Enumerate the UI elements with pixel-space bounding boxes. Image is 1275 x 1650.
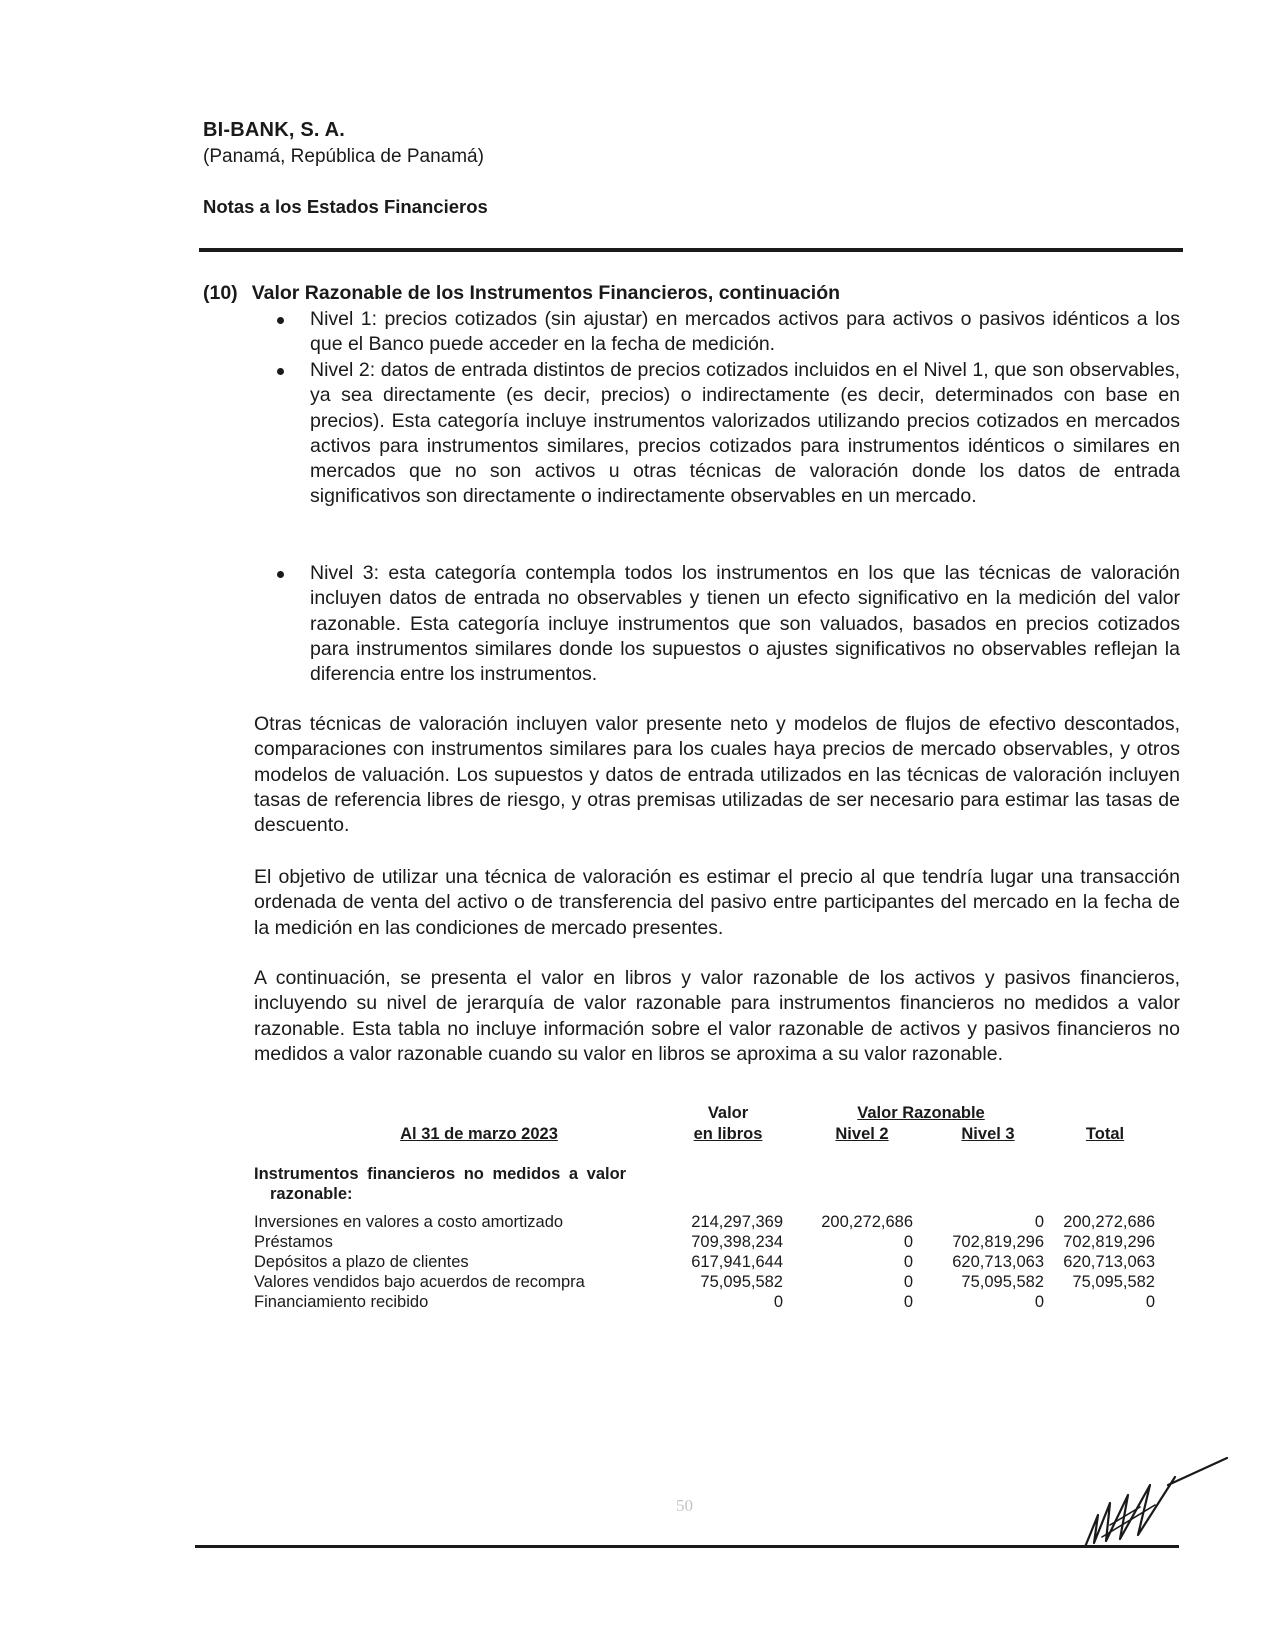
bullet-text: Nivel 2: datos de entrada distintos de precios cotizados incluidos en el Nivel 1, que son observables, ya sea directamente (es decir, precios) o indirectamente (es decir, determinados con base en precios). Esta categoría incluye instrumentos valorizados utilizando precios cotizados en mercados activos para instrumentos similares, precios cotizados para instrumentos idénticos o similares en mercados que no son activos u otras técnicas de valoración donde los datos de entrada significativos son directamente o indirectamente observables en un mercado.	[310, 359, 1180, 508]
cell-libros: 617,941,644	[691, 1253, 783, 1271]
cell-nivel3: 0	[1034, 1293, 1044, 1311]
page-number: 50	[676, 1496, 693, 1515]
bullet-nivel-2	[310, 358, 1180, 510]
company-name: BI-BANK, S. A.	[203, 119, 346, 141]
paragraph-other-techniques: Otras técnicas de valoración incluyen valor presente neto y modelos de flujos de efectivo descontados, comparaciones con instrumentos similares para los cuales haya precios de mercado observables, y otros modelos de valuación. Los supuestos y datos de entrada utilizados en las técnicas de valoración incluyen tasas de referencia libres de riesgo, y otras premisas utilizadas de ser necesario para estimar las tasas de descuento.	[254, 713, 1180, 837]
table-row-label: Inversiones en valores a costo amortizado	[254, 1213, 564, 1231]
bullet-icon	[277, 368, 284, 375]
group-header-label: Valor Razonable	[857, 1104, 985, 1122]
section-heading	[203, 282, 840, 305]
col-header-nivel-3	[938, 1124, 1038, 1144]
col-header-valor-razonable	[843, 1103, 999, 1123]
bullet-icon	[277, 317, 284, 324]
col-header-date	[354, 1124, 604, 1144]
col-header-nivel-2	[812, 1124, 912, 1144]
cell-libros: 75,095,582	[700, 1273, 783, 1291]
col-header-valor: Valor	[707, 1104, 749, 1122]
signature-icon	[1080, 1455, 1230, 1555]
table-section-label-cont: razonable:	[270, 1185, 353, 1203]
cell-total: 620,713,063	[1063, 1253, 1155, 1271]
table-row-label: Valores vendidos bajo acuerdos de recompra	[254, 1273, 585, 1291]
bullet-text: Nivel 3: esta categoría contempla todos los instrumentos en los que las técnicas de valoración incluyen datos de entrada no observables y tienen un efecto significativo en la medición del valor razonable. Esta categoría incluye instrumentos que son valuados, basados en precios cotizados para instrumentos similares donde los supuestos o ajustes significativos no observables reflejan la diferencia entre los instrumentos.	[310, 562, 1180, 686]
company-location: (Panamá, República de Panamá)	[203, 146, 484, 167]
footer-divider	[195, 1545, 1179, 1548]
cell-nivel2: 0	[903, 1293, 913, 1311]
cell-nivel2: 0	[903, 1273, 913, 1291]
date-header-label: Al 31 de marzo 2023	[400, 1125, 558, 1143]
cell-total: 200,272,686	[1063, 1213, 1155, 1231]
bullet-nivel-1	[310, 307, 1180, 358]
cell-nivel3: 75,095,582	[961, 1273, 1044, 1291]
cell-nivel2: 200,272,686	[821, 1213, 913, 1231]
paragraph-table-intro: A continuación, se presenta el valor en libros y valor razonable de los activos y pasivos financieros, incluyendo su nivel de jerarquía de valor razonable para instrumentos financieros no medidos a valor razonable. Esta tabla no incluye información sobre el valor razonable de activos y pasivos financieros no medidos a valor razonable cuando su valor en libros se aproxima a su valor razonable.	[254, 967, 1180, 1065]
cell-libros: 0	[773, 1293, 783, 1311]
section-title: Valor Razonable de los Instrumentos Financieros, continuación	[251, 282, 841, 304]
table-section-label: Instrumentos financieros no medidos a valor	[254, 1165, 627, 1183]
section-number: (10)	[203, 282, 238, 304]
table-row-label: Financiamiento recibido	[254, 1293, 429, 1311]
cell-total: 75,095,582	[1072, 1273, 1155, 1291]
nivel-2-label: Nivel 2	[835, 1125, 889, 1143]
cell-libros: 709,398,234	[691, 1233, 783, 1251]
cell-total: 702,819,296	[1063, 1233, 1155, 1251]
cell-nivel3: 0	[1034, 1213, 1044, 1231]
cell-nivel3: 702,819,296	[952, 1233, 1044, 1251]
col-header-total	[1060, 1124, 1150, 1144]
paragraph-objective: El objetivo de utilizar una técnica de valoración es estimar el precio al que tendría lugar una transacción ordenada de venta del activo o de transferencia del pasivo entre participantes del mercado en la fecha de la medición en las condiciones de mercado presentes.	[254, 866, 1180, 939]
table-row-label: Depósitos a plazo de clientes	[254, 1253, 469, 1271]
total-label: Total	[1085, 1125, 1125, 1143]
bullet-nivel-3	[310, 561, 1180, 687]
nivel-3-label: Nivel 3	[961, 1125, 1015, 1143]
table-row-label: Préstamos	[254, 1233, 333, 1251]
header-divider	[199, 248, 1183, 252]
cell-nivel2: 0	[903, 1253, 913, 1271]
cell-nivel2: 0	[903, 1233, 913, 1251]
cell-libros: 214,297,369	[691, 1213, 783, 1231]
bullet-text: Nivel 1: precios cotizados (sin ajustar) en mercados activos para activos o pasivos idénticos a los que el Banco puede acceder en la fecha de medición.	[310, 308, 1180, 356]
cell-total: 0	[1145, 1293, 1155, 1311]
cell-nivel3: 620,713,063	[952, 1253, 1044, 1271]
en-libros-label: en libros	[693, 1125, 763, 1143]
col-header-en-libros	[673, 1124, 783, 1144]
bullet-icon	[277, 571, 284, 578]
document-title: Notas a los Estados Financieros	[203, 196, 488, 217]
